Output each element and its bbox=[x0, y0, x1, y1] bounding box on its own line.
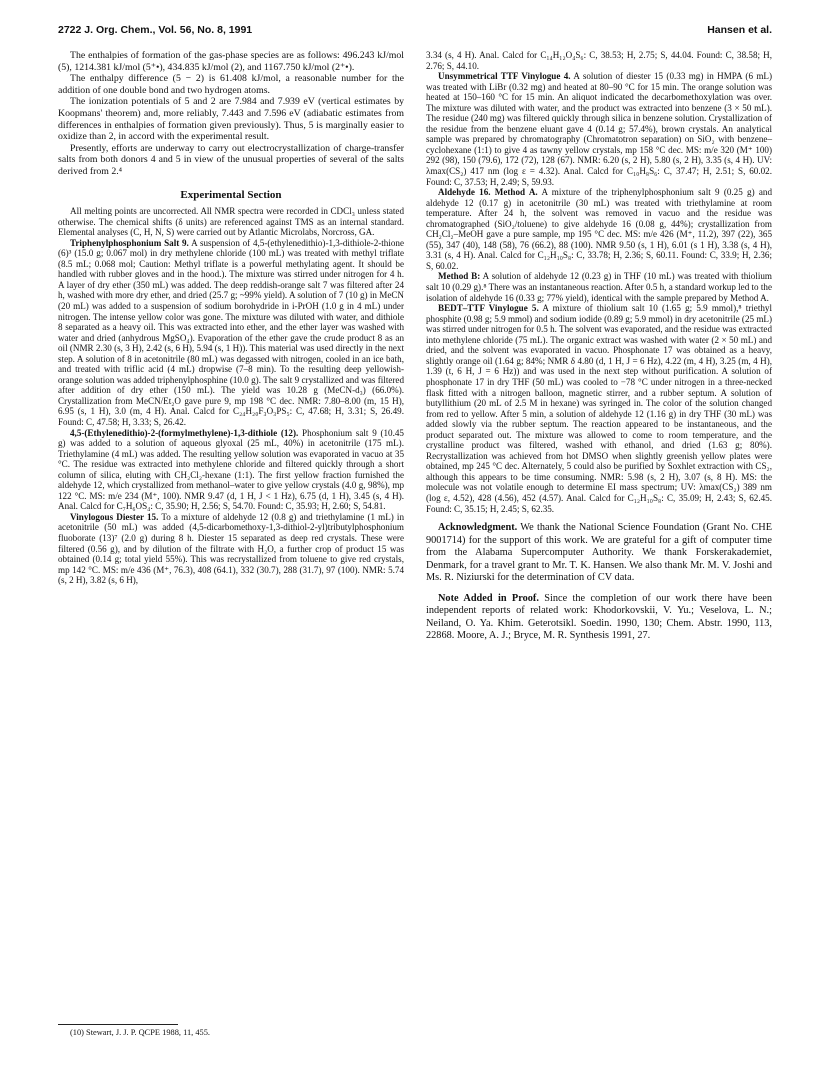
note-added-in-proof bbox=[426, 593, 772, 643]
header-right: Hansen et al. bbox=[707, 24, 772, 36]
paragraph-text: A suspension of 4,5-(ethylenedithio)-1,3-dithiole-2-thione (6)³ (15.0 g; 0.067 mol) in dry methylene chloride (100 mL) was treated with methyl triflate (8.5 mL; 0.068 mol; Caution: Methyl triflate is a powerful methylating agent. It should be handled with rubber gloves and in the hood.). The mixture was stirred under nitrogen for 4 h. A layer of dry ether (350 mL) was added. The deep reddish-orange salt 7 was filtered after 24 h, washed with more dry ether, and dried (25.7 g; ~99% yield). A solution of 7 (10 g) in MeCN (20 mL) was added to a suspension of sodium borohydride in i-PrOH (1.0 g in 4 mL) under nitrogen. The intense yellow color was gone. The mixture was diluted with water, and dithiole 8 separated as a heavy oil. This was extracted into ether, and the ether layer was washed with water and dried (anhydrous MgSO₄). Evaporation of the ether gave the crude product 8 as an oil (NMR 2.30 (s, 3 H), 2.42 (s, 6 H), 5.94 (s, 1 H)). This material was used directly in the next step. A solution of 8 in acetonitrile (80 mL) was degassed with nitrogen, cooled in an ice bath, and treated with triflic acid (4 mL) dropwise (7–8 min). To the resulting deep yellowish-orange solution was added triphenylphosphine (10.0 g). The salt 9 crystallized and was filtered after addition of dry ether (150 mL). The yield was 10.28 g (MeCN-d₃) (66.0%). Crystallization from MeCN/Et₂O gave pure 9, mp 198 °C dec. NMR: 7.80–8.00 (m, 15 H), 6.95 (s, 1 H), 3.0 (m, 4 H). Anal. Calcd for C₂₄H₂₀F₃O₃PS₅: C, 47.68; H, 3.31; S, 26.49. Found: C, 47.58; H, 3.33; S, 26.42. bbox=[58, 237, 404, 428]
acknowledgment bbox=[426, 522, 772, 585]
paragraph: Presently, efforts are underway to carry out electrocrystallization of charge-transfer salts from both donors 4 and 5 in view of the unusual properties of several of the salts derived from 2.⁴ bbox=[58, 142, 404, 177]
paragraph bbox=[58, 428, 404, 512]
run-in-heading: 4,5-(Ethylenedithio)-2-(formylmethylene)-1,3-dithiole (12). bbox=[70, 427, 299, 438]
paragraph-text: Phosphonium salt 9 (10.45 g) was added to a solution of aqueous glyoxal (25 mL, 40%) in acetonitrile (175 mL). Triethylamine (4 mL) was added. The resulting yellow solution was evaporated in vacuo at 35 °C. The residue was extracted into methylene chloride and filtered quickly through a short column of silica, eluting with CH₂Cl₂-hexane (1:1). The first yellow fraction furnished the aldehyde 12, which crystallized from methanol–water to give yellow crystals (4.0 g, 98%), mp 122 °C. MS: m/e 234 (M⁺, 100). NMR 9.47 (d, 1 H, J < 1 Hz), 6.75 (d, 1 H), 3.45 (s, 4 H). Anal. Calcd for C₇H₆OS₄: C, 35.90; H, 2.56; S, 54.70. Found: C, 35.93; H, 2.60; S, 54.81. bbox=[58, 427, 404, 512]
header-left: 2722 J. Org. Chem., Vol. 56, No. 8, 1991 bbox=[58, 24, 253, 36]
paragraph-text: A mixture of thiolium salt 10 (1.65 g; 5.9 mmol),⁸ triethyl phosphite (0.98 g; 5.9 mmol) and sodium iodide (0.89 g; 5.9 mmol) in dry acetonitrile (25 mL) was stirred under nitrogen for 0.5 h. The solvent was evaporated, and the residue was extracted into methylene chloride (75 mL). The organic extract was washed with water (2 × 50 mL) and dried, and the solvent was evaporated in vacuo. Phosphonate 17 was obtained as a heavy, slightly orange oil (1.64 g; 84%; NMR δ 4.80 (d, 1 H, J = 6 Hz), 4.22 (m, 4 H), 3.25 (m, 4 H), 1.39 (t, 6 H, J = 6 Hz)) and was used in the next step without purification. A solution of phosphonate 17 in dry THF (50 mL) was cooled to −78 °C under nitrogen in a three-necked flask fitted with a nitrogen balloon, magnetic stirrer, and a rubber septum. A solution of butyllithium (20 mL of 2.5 M in hexane) was syringed in. The color of the solution changed from red to yellow. After 5 min, a solution of aldehyde 12 (1.16 g) in dry THF (30 mL) was added slowly via the rubber septum. The reaction appeared to be instantaneous, and the product separated out. The mixture was allowed to come to room temperature, and the crystalline product was filtered, washed with ethanol, and dried (1.63 g; 80%). Recrystallization was achieved from hot DMSO when slightly greenish yellow plates were obtained, mp 245 °C dec. Alternately, 5 could also be purified by Soxhlet extraction with CS₂, although this appears to be time consuming. NMR: 5.98 (s, 2 H), 3.07 (s, 8 H). MS: the molecule was not volatile enough to determine EI mass spectrum; UV: λmax(CS₂) 389 nm (log ε, 4.52), 428 (4.56), 452 (4.57). Anal. Calcd for C₁₂H₁₀S₈: C, 35.09; H, 2.43; S, 62.45. Found: C, 35.15; H, 2.45; S, 62.35. bbox=[426, 303, 772, 514]
paragraph-text: A solution of aldehyde 12 (0.23 g) in THF (10 mL) was treated with thiolium salt 10 (0.29 g).⁸ There was an instantaneous reaction. After 0.5 h, a standard workup led to the isolation of aldehyde 16 (0.33 g; 77% yield), identical with the sample prepared by Method A. bbox=[426, 271, 772, 303]
run-in-heading: BEDT–TTF Vinylogue 5. bbox=[438, 303, 539, 314]
paragraph bbox=[426, 71, 772, 187]
paragraph bbox=[426, 303, 772, 514]
left-column bbox=[58, 50, 404, 586]
paragraph bbox=[426, 187, 772, 271]
run-in-heading: Aldehyde 16. Method A. bbox=[438, 187, 538, 198]
right-column bbox=[426, 50, 772, 643]
footnote: (10) Stewart, J. J. P. QCPE 1988, 11, 455. bbox=[70, 1028, 210, 1037]
paragraph-text: We thank the National Science Foundation (Grant No. CHE 9001714) for the support of this work. We are grateful for a gift of computer time from the Alabama Supercomputer Authority. We thank Forskerakademiet, Denmark, for a travel grant to Mr. T. K. Hansen. We also thank Mr. M. V. Joshi and Ms. R. Niziurski for the determination of CV data. bbox=[426, 522, 772, 584]
run-in-heading: Acknowledgment. bbox=[438, 522, 518, 534]
run-in-heading: Vinylogous Diester 15. bbox=[70, 511, 159, 522]
paragraph-text: To a mixture of aldehyde 12 (0.8 g) and triethylamine (1 mL) in acetonitrile (50 mL) was added (4,5-dicarbomethoxy-1,3-dithiol-2-yl)tributylphosphonium fluoborate (13)⁷ (2.0 g) during 8 h. Diester 15 separated as deep red crystals. These were filtered (0.56 g), and by dilution of the filtrate with H₂O, a further crop of product 15 was obtained (0.14 g; total yield 55%). This was recrystallized from toluene to give red crystals, mp 142 °C. MS: m/e 436 (M⁺, 76.3), 408 (64.1), 332 (30.7), 288 (31.7), 97 (100). NMR: 5.74 (s, 2 H), 3.82 (s, 6 H), bbox=[58, 511, 404, 586]
run-in-heading: Note Added in Proof. bbox=[438, 592, 539, 604]
paragraph: The ionization potentials of 5 and 2 are 7.984 and 7.939 eV (vertical estimates by Koopmans' theorem) and, more reliably, 7.443 and 7.596 eV (adiabatic estimates from differences in enthalpies of formation given previously). Thus, 5 is marginally easier to oxidize than 2, in accord with the experimental result. bbox=[58, 96, 404, 143]
paragraph: The enthalpy difference (5 − 2) is 61.408 kJ/mol, a reasonable number for the addition of one double bond and two hydrogen atoms. bbox=[58, 73, 404, 96]
journal-page bbox=[58, 24, 772, 1064]
paragraph: All melting points are uncorrected. All NMR spectra were recorded in CDCl₃ unless stated otherwise. The chemical shifts (δ units) are referenced against TMS as an internal standard. Elemental analyses (C, H, N, S) were carried out by Atlantic Microlabs, Norcross, GA. bbox=[58, 206, 404, 238]
paragraph-text: A solution of diester 15 (0.33 mg) in HMPA (6 mL) was treated with LiBr (0.32 mg) and heated at 80–90 °C for 15 min. The orange solution was heated at 150–160 °C for 15 min. An aliquot indicated the decarbomethoxylation was over. The mixture was diluted with water, and the product was extracted into benzene (3 × 50 mL). The residue (240 mg) was filtered quickly through silica in benzene solution. Crystallization of the residue from the benzene eluant gave 4 (0.14 g; 57.4%), brown crystals. An analytical sample was prepared by chromatography (Chromatotron separation) on SiO₂ with benzene–cyclohexane (1:1) to give 4 as tawny yellow crystals, mp 158 °C dec. MS: m/e 320 (M⁺ 100) 292 (98), 150 (79.6), 172 (72), 128 (67). NMR: 6.20 (s, 2 H), 5.80 (s, 2 H), 3.35 (s, 4 H). UV: λmax(CS₂) 417 nm (log ε = 4.32). Anal. Calcd for C₁₀H₈S₆: C, 37.47; H, 2.51; S, 60.02. Found: C, 37.53; H, 2.49; S, 59.93. bbox=[426, 71, 772, 187]
paragraph-text: Since the completion of our work there have been independent reports of related work: Khodorkovskii, V. Yu.; Veselova, L. N.; Neiland, O. Ya. Khim. Geterotsikl. Soedin. 1990, 130; Chem. Abstr. 1990, 113, 22868. Moore, A. J.; Bryce, M. R. Synthesis 1991, 27. bbox=[426, 592, 772, 642]
footnote-rule bbox=[58, 1024, 178, 1025]
paragraph: 3.34 (s, 4 H). Anal. Calcd for C₁₄H₁₂O₄S₆: C, 38.53; H, 2.75; S, 44.04. Found: C, 38.58; H, 2.76; S, 44.10. bbox=[426, 50, 772, 71]
section-title: Experimental Section bbox=[180, 188, 282, 201]
run-in-heading: Triphenylphosphonium Salt 9. bbox=[70, 237, 189, 248]
paragraph-text: A mixture of the triphenylphosphonium salt 9 (0.25 g) and aldehyde 12 (0.17 g) in acetonitrile (30 mL) was treated with triethylamine at room temperature. After 24 h, the solvent was removed in vacuo and the residue was chromatographed (SiO₂/toluene) to give aldehyde 16 (0.08 g, 44%); crystallization from CH₂Cl₂–MeOH gave a pure sample, mp 195 °C dec. MS: m/e 426 (M⁺, 11.2), 397 (22), 365 (55), 347 (40), 148 (58), 76 (66.2), 88 (100). NMR 9.50 (s, 1 H), 6.01 (s 1 H), 3.38 (s, 4 H), 3.31 (s, 4 H). Anal. Calcd for C₁₂H₁₀S₈: C, 33.78; H, 2.36; S, 60.11. Found: C, 33.9; H, 2.36; S, 60.02. bbox=[426, 187, 772, 271]
paragraph bbox=[426, 271, 772, 303]
run-in-heading: Method B: bbox=[438, 271, 481, 282]
run-in-heading: Unsymmetrical TTF Vinylogue 4. bbox=[438, 71, 571, 82]
running-header bbox=[58, 24, 772, 40]
paragraph: The enthalpies of formation of the gas-phase species are as follows: 496.243 kJ/mol (5), 1214.381 kJ/mol (5⁺•), 434.835 kJ/mol (2), and 1167.750 kJ/mol (2⁺•). bbox=[58, 50, 404, 73]
paragraph bbox=[58, 238, 404, 428]
paragraph bbox=[58, 512, 404, 586]
